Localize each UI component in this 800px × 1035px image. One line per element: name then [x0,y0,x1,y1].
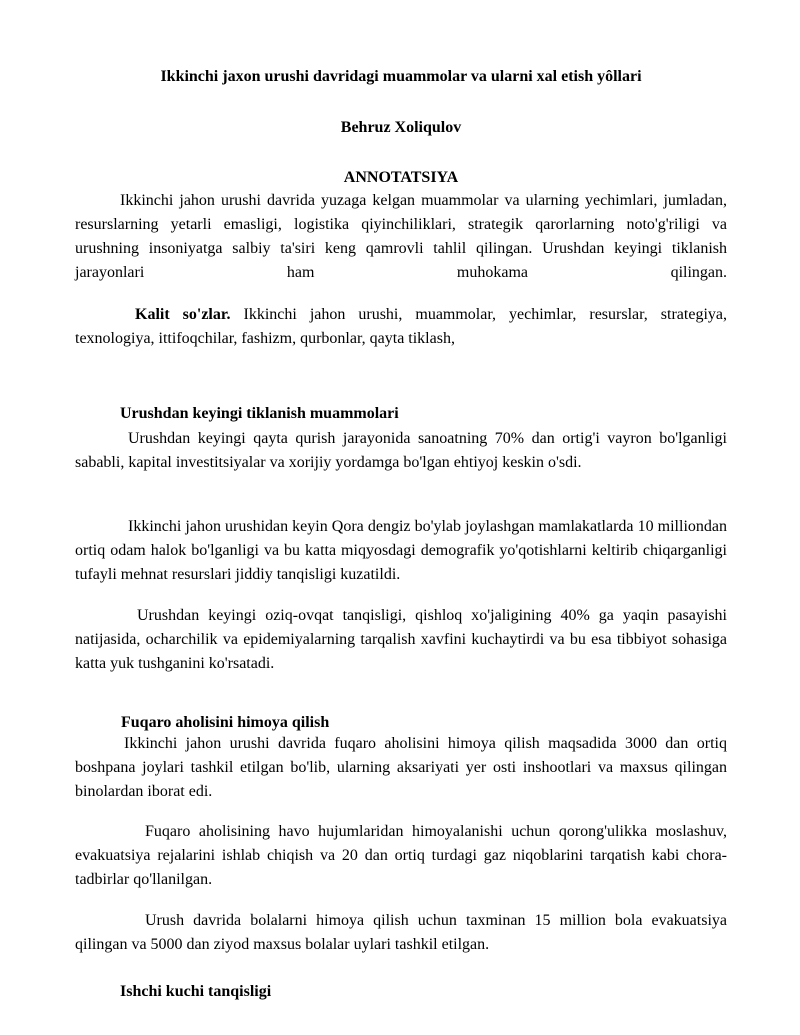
author-name: Behruz Xoliqulov [340,119,462,136]
paper-title: Ikkinchi jaxon urushi davridagi muammolar va ularni xal etish yôllari [160,68,642,85]
section-heading-labor: Ishchi kuchi tanqisligi [120,983,272,1000]
keywords-paragraph [75,303,727,351]
keywords-label: Kalit so'zlar. [135,306,231,323]
section-civilians-paragraph-1: Ikkinchi jahon urushi davrida fuqaro aholisini himoya qilish maqsadida 3000 dan ortiq boshpana joylari tashkil etilgan bo'lib, ularning aksariyati yer osti inshootlari va maxsus qilingan binolardan iborat edi. [75,735,727,800]
keywords-text: Ikkinchi jahon urushi, muammolar, yechimlar, resurslar, strategiya, texnologiya, ittifoqchilar, fashizm, qurbonlar, qayta tiklash, [75,306,727,347]
section-recovery-paragraph-3: Urushdan keyingi oziq-ovqat tanqisligi, qishloq xo'jaligining 40% ga yaqin pasayishi natijasida, ocharchilik va epidemiyalarning tarqalish xavfini kuchaytirdi va bu esa tibbiyot sohasiga katta yuk tushganini ko'rsatadi. [75,607,727,672]
annotation-heading: ANNOTATSIYA [343,169,459,186]
section-recovery-paragraph-1: Urushdan keyingi qayta qurish jarayonida sanoatning 70% dan ortig'i vayron bo'lganligi sababli, kapital investitsiyalar va xorijiy yordamga bo'lgan ehtiyoj keskin o'sdi. [75,430,727,471]
abstract-paragraph: Ikkinchi jahon urushi davrida yuzaga kelgan muammolar va ularning yechimlari, jumladan, resurslarning yetarli emasligi, logistika qiyinchiliklari, strategik qarorlarning noto'g'riligi va urushning insoniyatga salbiy ta'siri keng qamrovli tahlil qilingan. Urushdan keyingi tiklanish jarayonlari ham muhokama qilingan. [75,192,727,281]
section-heading-recovery: Urushdan keyingi tiklanish muammolari [120,405,399,422]
section-civilians-paragraph-3: Urush davrida bolalarni himoya qilish uchun taxminan 15 million bola evakuatsiya qilingan va 5000 dan ziyod maxsus bolalar uylari tashkil etilgan. [75,912,727,953]
section-civilians-paragraph-2: Fuqaro aholisining havo hujumlaridan himoyalanishi uchun qorong'ulikka moslashuv, evakuatsiya rejalarini ishlab chiqish va 20 dan ortiq turdagi gaz niqoblarini tarqatish kabi chora-tadbirlar qo'llanilgan. [75,823,727,888]
section-recovery-paragraph-2: Ikkinchi jahon urushidan keyin Qora dengiz bo'ylab joylashgan mamlakatlarda 10 milliondan ortiq odam halok bo'lganligi va bu katta miqyosdagi demografik yo'qotishlarni keltirib chiqarganligi tufayli mehnat resurslari jiddiy tanqisligi kuzatildi. [75,518,727,583]
section-heading-civilians: Fuqaro aholisini himoya qilish [121,714,330,731]
